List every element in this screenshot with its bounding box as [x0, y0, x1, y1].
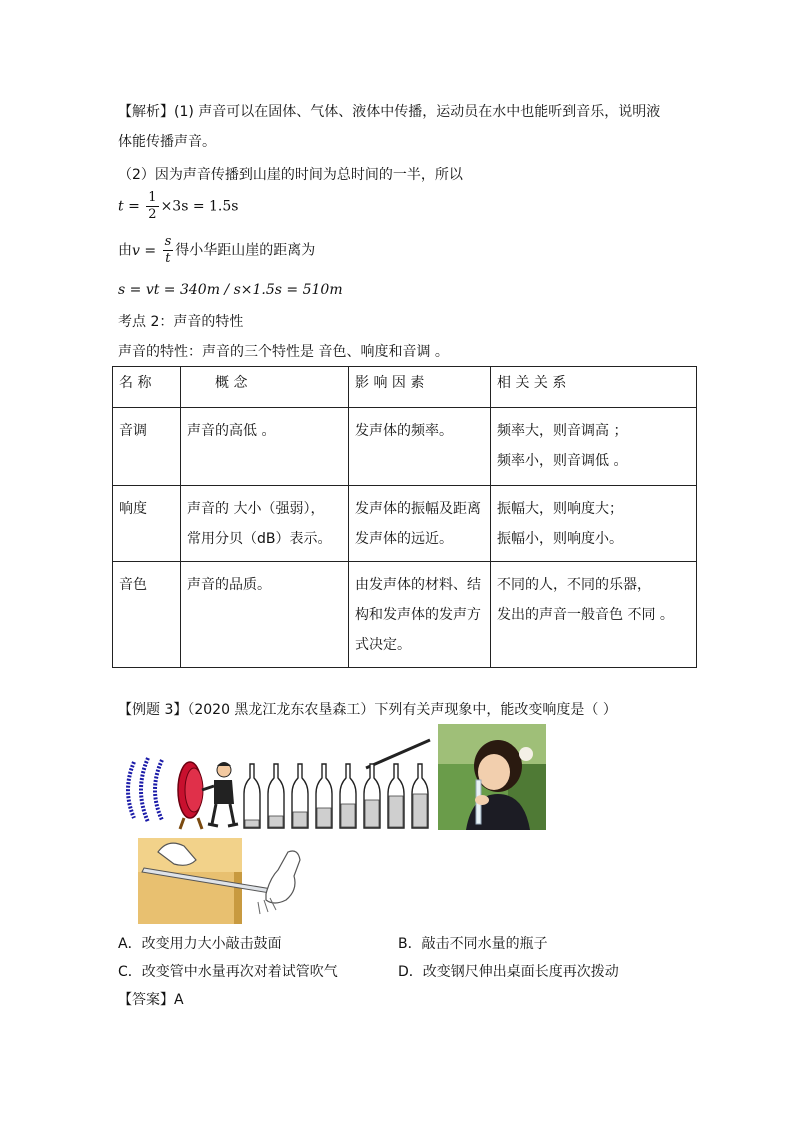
table-header-cell: 影 响 因 素 [349, 367, 491, 408]
table-header-cell: 相 关 关 系 [491, 367, 697, 408]
table-cell: 发声体的频率。 [349, 408, 491, 486]
table-cell: 不同的人，不同的乐器， 发出的声音一般音色 不同 。 [491, 562, 697, 668]
table-cell: 振幅大，则响度大； 振幅小，则响度小。 [491, 486, 697, 562]
analysis-line-2: 体能传播声音。 [118, 134, 216, 150]
table-row [113, 486, 697, 562]
kaodian-heading: 考点 2：声音的特性 [118, 314, 244, 330]
eq1-num: 1 [148, 190, 157, 205]
properties-intro: 声音的特性：声音的三个特性是 音色、响度和音调 。 [118, 344, 449, 360]
drum-illustration [120, 752, 242, 830]
equation-time: t = $\frac{1}{2}$ ×3s = 1.5s [118, 190, 239, 222]
eq2-num: s [164, 234, 172, 249]
table-row [113, 408, 697, 486]
table-cell: 响度 [113, 486, 181, 562]
eq1-fraction [146, 190, 158, 223]
eq2-prefix: 由 [118, 242, 132, 259]
girl-blowing-tube-photo [438, 724, 546, 830]
eq1-lhs: t [118, 198, 124, 215]
table-cell: 音调 [113, 408, 181, 486]
answer: 【答案】A [118, 992, 184, 1008]
option-b: B．敲击不同水量的瓶子 [398, 936, 548, 952]
bottles-illustration [238, 736, 434, 832]
eq2-fraction [163, 234, 174, 267]
table-cell: 由发声体的材料、结 构和发声体的发声方 式决定。 [349, 562, 491, 668]
option-a: A．改变用力大小敲击鼓面 [118, 936, 282, 952]
eq2-suffix: 得小华距山崖的距离为 [175, 242, 316, 259]
table-cell: 声音的高低 。 [181, 408, 349, 486]
analysis-line-1: 【解析】(1) 声音可以在固体、气体、液体中传播，运动员在水中也能听到音乐，说明液 [118, 104, 661, 120]
table-cell: 声音的 大小（强弱）， 常用分贝（dB）表示。 [181, 486, 349, 562]
example-question: 【例题 3】（2020 黑龙江龙东农垦森工）下列有关声现象中，能改变响度是（ ） [118, 702, 617, 718]
equation-distance: s = vt = 340m / s×1.5s = 510m [118, 282, 343, 298]
equation-velocity [118, 234, 315, 267]
eq2-den: t [165, 251, 171, 266]
option-c: C．改变管中水量再次对着试管吹气 [118, 964, 338, 980]
table-cell: 频率大，则音调高 ； 频率小，则音调低 。 [491, 408, 697, 486]
table-cell: 声音的品质。 [181, 562, 349, 668]
table-header-cell: 名 称 [113, 367, 181, 408]
eq2-eq: = [139, 242, 161, 259]
option-d: D．改变钢尺伸出桌面长度再次拨动 [398, 964, 619, 980]
eq1-den: 2 [148, 207, 157, 222]
sound-properties-table [112, 366, 697, 668]
ruler-table-illustration [138, 838, 308, 924]
table-cell: 音色 [113, 562, 181, 668]
eq2-v: v [132, 242, 140, 259]
table-header-row [113, 367, 697, 408]
analysis-line-3: （2）因为声音传播到山崖的时间为总时间的一半，所以 [118, 167, 463, 183]
table-cell: 发声体的振幅及距离 发声体的远近。 [349, 486, 491, 562]
eq1-rest: ×3s = 1.5s [160, 198, 239, 215]
table-header-cell: 概 念 [181, 367, 349, 408]
table-row [113, 562, 697, 668]
